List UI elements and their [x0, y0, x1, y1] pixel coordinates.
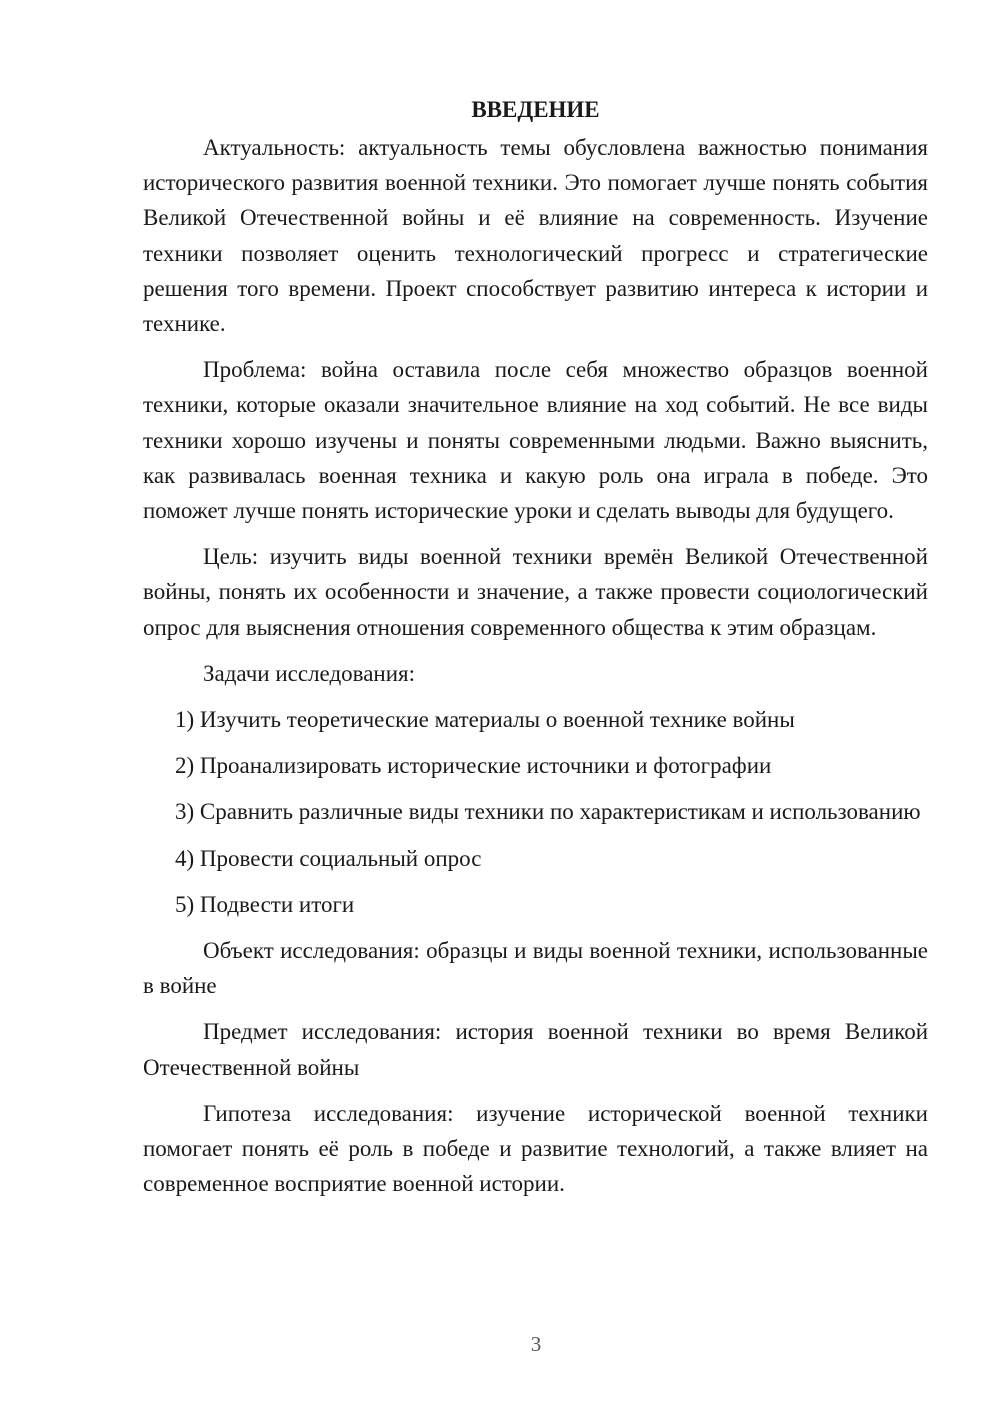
task-item-4: 4) Провести социальный опрос: [175, 845, 482, 871]
task-item-2: 2) Проанализировать исторические источники и фотографии: [175, 753, 772, 779]
goal-paragraph: Цель: изучить виды военной техники времён Великой Отечественной войны, понять их особенности и значение, а также провести социологический опрос для выяснения отношения современного общества к этим образцам.: [143, 544, 928, 640]
task-item-1: 1) Изучить теоретические материалы о военной технике войны: [175, 707, 795, 733]
task-item-3: 3) Сравнить различные виды техники по характеристикам и использованию: [175, 799, 921, 825]
object-paragraph: Объект исследования: образцы и виды военной техники, использованные в войне: [143, 938, 928, 999]
task-item-5: 5) Подвести итоги: [175, 891, 355, 917]
page-number: 3: [530, 1332, 542, 1356]
page-content: [143, 92, 928, 1201]
subject-paragraph: Предмет исследования: история военной техники во время Великой Отечественной войны: [143, 1019, 928, 1080]
tasks-title: Задачи исследования:: [203, 660, 416, 686]
page-title: ВВЕДЕНИЕ: [471, 97, 600, 122]
problem-paragraph: Проблема: война оставила после себя множество образцов военной техники, которые оказали значительное влияние на ход событий. Не все виды техники хорошо изучены и поняты современными людьми. Важно выяснить, как развивалась военная техника и какую роль она играла в победе. Это поможет лучше понять исторические уроки и сделать выводы для будущего.: [143, 357, 928, 524]
hypothesis-paragraph: Гипотеза исследования: изучение исторической военной техники помогает понять её роль в победе и развитие технологий, а также влияет на современное восприятие военной истории.: [143, 1100, 928, 1197]
relevance-paragraph: Актуальность: актуальность темы обусловлена важностью понимания исторического развития военной техники. Это помогает лучше понять события Великой Отечественной войны и её влияние на современность. Изучение техники позволяет оценить технологический прогресс и стратегические решения того времени. Проект способствует развитию интереса к истории и технике.: [143, 135, 928, 337]
